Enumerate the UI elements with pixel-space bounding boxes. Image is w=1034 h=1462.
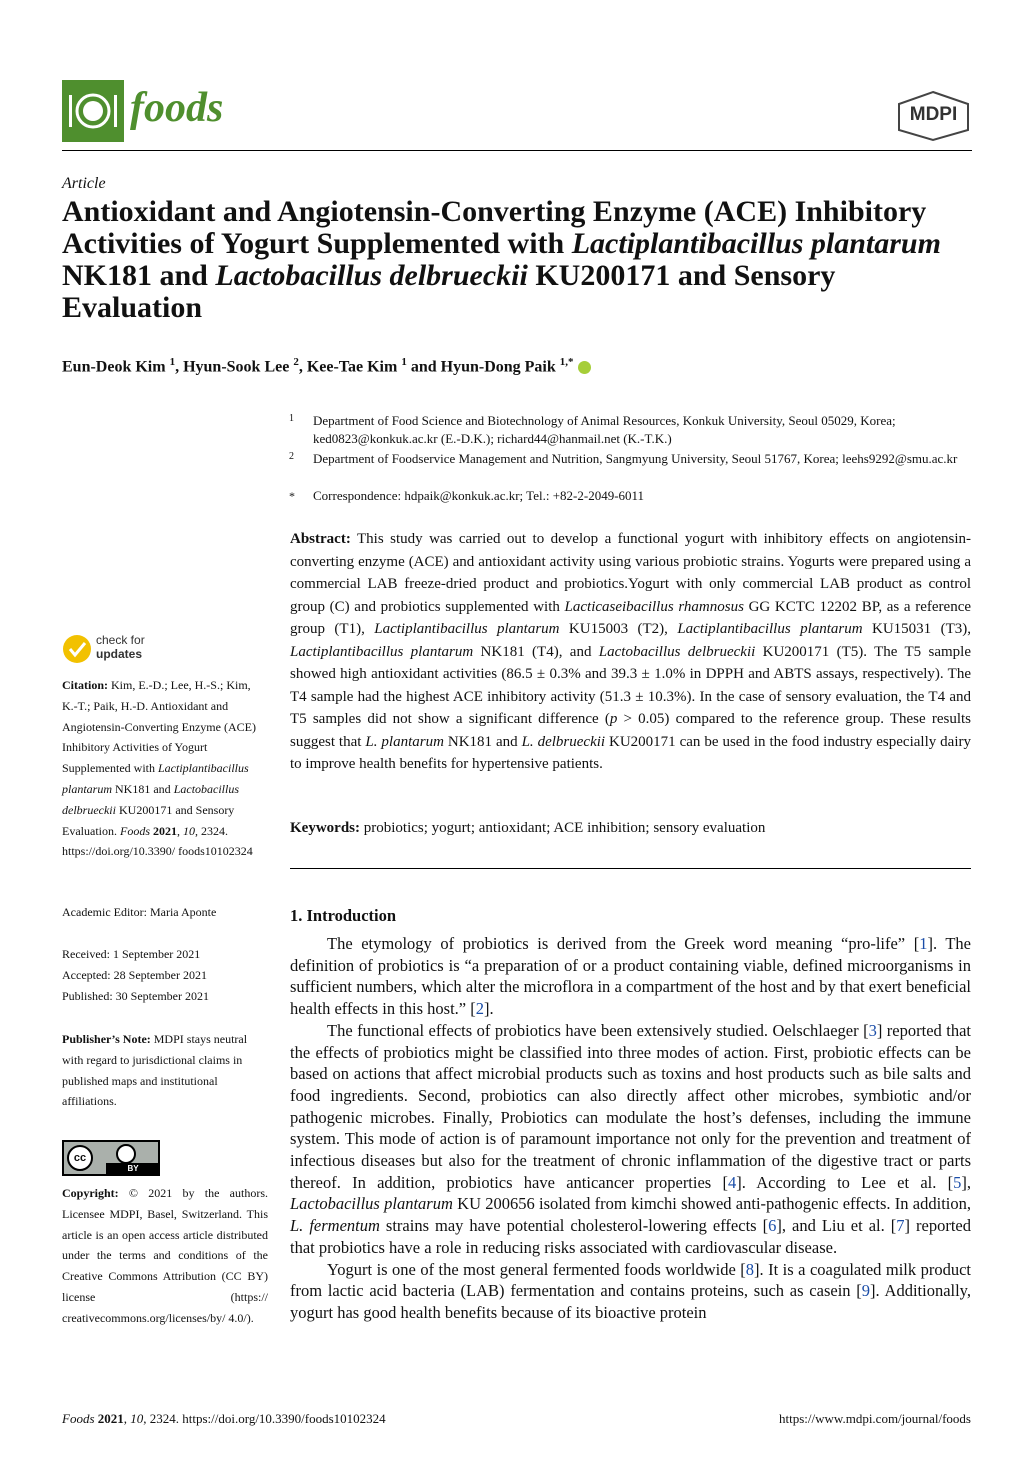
citation-doi-link[interactable]: , 2324. https://doi.org/10.3390/ foods10102324: [62, 823, 253, 859]
citation: Citation: Kim, E.-D.; Lee, H.-S.; Kim, K.-T.; Paik, H.-D. Antioxidant and Angiotensin-Converting Enzyme (ACE) Inhibitory Activities of Yogurt Supplemented with Lactiplantibacillus plantarum NK181 and Lactobacillus delbrueckii KU200171 and Sensory Evaluation. Foods 2021, 10, 2324. https://doi.org/10.3390/ foods10102324: [62, 678, 256, 859]
paragraph: Yogurt is one of the most general fermented foods worldwide [8]. It is a coagulated milk product from lactic acid bacteria (LAB) fermentation and contains proteins, such as casein [9]. Additionally, yogurt has good health benefits because of its bioactive protein: [290, 1259, 971, 1322]
citation-link[interactable]: 5: [953, 1172, 962, 1192]
page-title: Antioxidant and Angiotensin-Converting Enzyme (ACE) Inhibitory Activities of Yogurt Supplemented with Lactiplantibacillus plantarum NK181 and Lactobacillus delbrueckii KU200171 and Sensory Evaluation: [62, 195, 941, 324]
check-updates-icon: [62, 634, 92, 664]
citation-link[interactable]: 9: [861, 1281, 871, 1301]
paragraph: The functional effects of probiotics have been extensively studied. Oelschlaeger [3] reported that the effects of probiotics might be classified into three modes of action. First, probiotic effects can be based on actions that affect microbial products such as toxins and host products such as bile salts and food ingredients. Second, probiotics can also directly affect other microbes, symbiotic and/or pathogenic microbes. Finally, Probiotics can modulate the host’s defenses, including the immune system. This mode of action is of paramount importance not only for the prevention and treatment of infectious diseases but also for the treatment of chronic inflammation of the digestive tract or parts thereof. In addition, probiotics have anticancer properties [4]. According to Lee et al. [5], Lactobacillus plantarum KU 200656 isolated from kimchi showed anti-pathogenic effects. In addition, L. fermentum strains may have potential cholesterol-lowering effects [6], and Liu et al. [7] reported that probiotics have a role in reducing risks associated with cardiovascular disease.: [290, 1020, 972, 1257]
citation-link[interactable]: 1: [919, 934, 928, 953]
orcid-icon[interactable]: [578, 361, 591, 374]
citation-link[interactable]: 4: [727, 1172, 737, 1192]
section-body: [290, 933, 971, 1324]
cc-icon: cc: [67, 1145, 93, 1171]
affiliation: 2 Department of Foodservice Management and Nutrition, Sangmyung University, Seoul 51767, Korea; leehs9292@smu.ac.kr: [289, 451, 958, 466]
author-name[interactable]: Hyun-Sook Lee: [183, 358, 290, 376]
correspondence: * Correspondence: hdpaik@konkuk.ac.kr; Tel.: +82-2-2049-6011: [289, 488, 645, 503]
journal-logo: [62, 80, 124, 142]
affiliation: 1 Department of Food Science and Biotechnology of Animal Resources, Konkuk University, Seoul 05029, Korea; ked0823@konkuk.ac.kr (E.-D.K.); richard44@hanmail.net (K.-T.K.): [289, 413, 896, 446]
abstract-rule: [290, 868, 971, 869]
dates: Received: 1 September 2021 Accepted: 28 September 2021 Published: 30 September 2021: [62, 947, 209, 1003]
author-list: Eun-Deok Kim $^1$, Hyun-Sook Lee $^2$, Kee-Tae Kim $^1$ and Hyun-Dong Paik $^{1,*}$: [62, 356, 591, 376]
section-heading: 1. Introduction: [290, 906, 397, 925]
paragraph: The etymology of probiotics is derived from the Greek word meaning “pro-life” [1]. The definition of probiotics is “a preparation of or a product containing viable, defined microorganisms in sufficient numbers, which alter the microflora in a compartment of the host and by that exert beneficial health effects in this host.” [2].: [290, 934, 971, 1019]
footer-journal-url[interactable]: https://www.mdpi.com/journal/foods: [779, 1411, 971, 1426]
keywords: Keywords: probiotics; yogurt; antioxidant; ACE inhibition; sensory evaluation: [290, 820, 766, 836]
check-for-updates-button[interactable]: check for updates: [62, 632, 202, 666]
academic-editor: Academic Editor: Maria Aponte: [62, 905, 217, 919]
author-name[interactable]: Eun-Deok Kim: [62, 358, 166, 376]
cc-by-license-badge[interactable]: cc BY: [62, 1140, 160, 1176]
foods-logo-icon: [62, 80, 124, 142]
attribution-person-icon: [116, 1144, 136, 1164]
footer-citation: Foods 2021, 10, 2324. https://doi.org/10.3390/foods10102324: [62, 1411, 386, 1426]
footer-doi-link[interactable]: , 2324. https://doi.org/10.3390/foods10102324: [143, 1411, 386, 1426]
journal-name: foods: [130, 85, 224, 131]
citation-link[interactable]: 6: [768, 1216, 777, 1236]
author-name[interactable]: Kee-Tae Kim: [306, 358, 398, 376]
copyright: Copyright: © 2021 by the authors. Licensee MDPI, Basel, Switzerland. This article is an open access article distributed under the terms and conditions of the Creative Commons Attribution (CC BY) license (https:// creativecommons.org/licenses/by/ 4.0/).: [62, 1186, 268, 1325]
citation-link[interactable]: 2: [475, 999, 484, 1019]
citation-link[interactable]: 7: [896, 1216, 905, 1236]
publisher-note: Publisher’s Note: MDPI stays neutral with regard to jurisdictional claims in published maps and institutional affiliations.: [62, 1032, 248, 1109]
citation-link[interactable]: 8: [745, 1259, 755, 1279]
citation-link[interactable]: 3: [868, 1020, 877, 1040]
publisher-name: MDPI: [909, 104, 958, 125]
abstract: Abstract: This study was carried out to develop a functional yogurt with inhibitory effects on angiotensin-converting enzyme (ACE) and antioxidant activity using various probiotic strains. Yogurts were prepared using a commercial LAB freeze-dried product and probiotics.Yogurt with only commercial LAB product as control group (C) and probiotics supplemented with Lacticaseibacillus rhamnosus GG KCTC 12202 BP, as a reference group (T1), Lactiplantibacillus plantarum KU15003 (T2), Lactiplantibacillus plantarum KU15031 (T3), Lactiplantibacillus plantarum NK181 (T4), and Lactobacillus delbrueckii KU200171 (T5). The T5 sample showed high antioxidant activities (86.5 ± 0.3% and 39.3 ± 1.0% in DPPH and ABTS assays, respectively). The T4 sample had the highest ACE inhibitory activity (51.3 ± 10.3%). In the case of sensory evaluation, the T4 and T5 samples did not show a significant difference (p > 0.05) compared to the reference group. These results suggest that L. plantarum NK181 and L. delbrueckii KU200171 can be used in the food industry especially dairy to improve health benefits for hypertensive patients.: [290, 531, 972, 772]
article-type: Article: [62, 175, 106, 192]
author-name[interactable]: Hyun-Dong Paik: [440, 358, 556, 376]
header-rule: [62, 150, 972, 151]
publisher-logo: [896, 90, 971, 142]
